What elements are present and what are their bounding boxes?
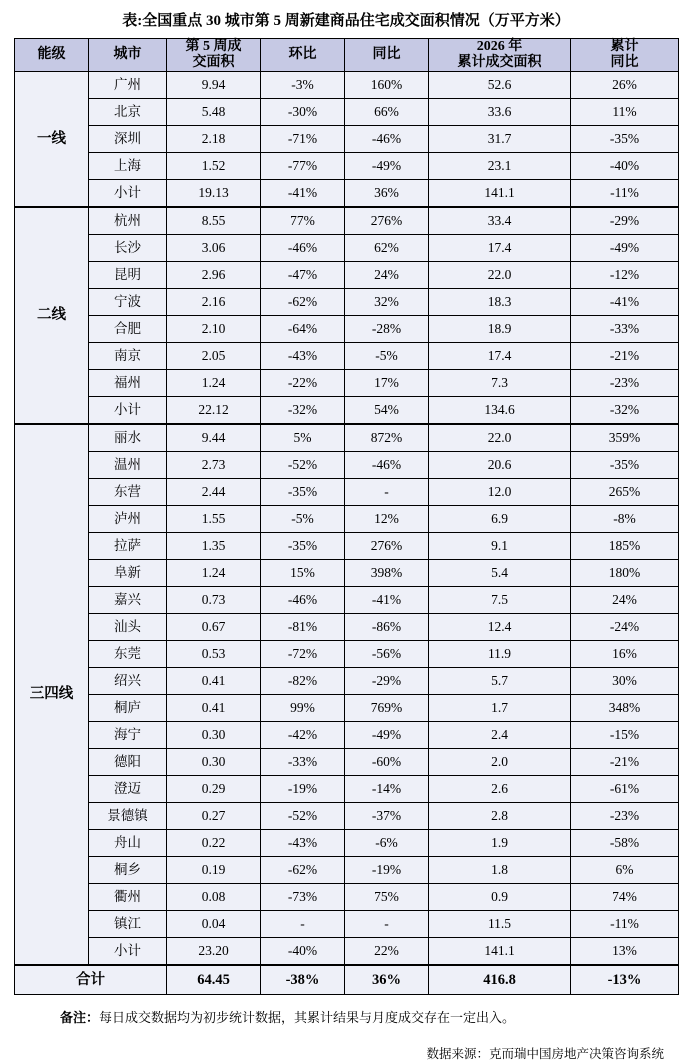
week-area: 0.73 bbox=[167, 587, 261, 614]
week-area: 22.12 bbox=[167, 397, 261, 425]
city-name: 小计 bbox=[89, 938, 167, 966]
week-area: 1.24 bbox=[167, 370, 261, 397]
cumulative-area: 1.9 bbox=[429, 830, 571, 857]
table-row bbox=[15, 614, 679, 641]
city-name: 拉萨 bbox=[89, 533, 167, 560]
cumulative-area: 22.0 bbox=[429, 424, 571, 452]
cumulative-area: 6.9 bbox=[429, 506, 571, 533]
week-area: 2.18 bbox=[167, 126, 261, 153]
table-note bbox=[14, 995, 678, 1026]
week-area: 2.05 bbox=[167, 343, 261, 370]
yoy-change: 276% bbox=[345, 533, 429, 560]
header-cum-line2: 累计成交面积 bbox=[457, 55, 542, 71]
cumulative-area: 52.6 bbox=[429, 72, 571, 99]
mom-change: -64% bbox=[261, 316, 345, 343]
city-name: 汕头 bbox=[89, 614, 167, 641]
week-area: 0.41 bbox=[167, 695, 261, 722]
mom-change: -62% bbox=[261, 857, 345, 884]
header-cum-line1: 2026 年 bbox=[476, 39, 523, 54]
mom-change: -43% bbox=[261, 343, 345, 370]
total-week-area: 64.45 bbox=[167, 965, 261, 995]
city-name: 泸州 bbox=[89, 506, 167, 533]
week-area: 0.08 bbox=[167, 884, 261, 911]
week-area: 2.96 bbox=[167, 262, 261, 289]
yoy-change: -49% bbox=[345, 153, 429, 180]
yoy-change: 75% bbox=[345, 884, 429, 911]
week-area: 1.35 bbox=[167, 533, 261, 560]
cumulative-area: 12.0 bbox=[429, 479, 571, 506]
table-body bbox=[15, 72, 679, 995]
cumulative-area: 11.5 bbox=[429, 911, 571, 938]
yoy-change: -14% bbox=[345, 776, 429, 803]
header-mom: 环比 bbox=[261, 39, 345, 72]
city-name: 舟山 bbox=[89, 830, 167, 857]
cumulative-area: 17.4 bbox=[429, 343, 571, 370]
cumulative-yoy: -21% bbox=[571, 343, 679, 370]
cumulative-area: 2.6 bbox=[429, 776, 571, 803]
mom-change: -73% bbox=[261, 884, 345, 911]
data-source: 数据来源：克而瑞中国房地产决策咨询系统 bbox=[426, 1047, 664, 1062]
yoy-change: 276% bbox=[345, 207, 429, 235]
cumulative-area: 22.0 bbox=[429, 262, 571, 289]
mom-change: -46% bbox=[261, 235, 345, 262]
week-area: 0.04 bbox=[167, 911, 261, 938]
cumulative-yoy: -8% bbox=[571, 506, 679, 533]
yoy-change: -5% bbox=[345, 343, 429, 370]
cumulative-yoy: -29% bbox=[571, 207, 679, 235]
cumulative-area: 0.9 bbox=[429, 884, 571, 911]
cumulative-area: 23.1 bbox=[429, 153, 571, 180]
cumulative-area: 18.9 bbox=[429, 316, 571, 343]
table-row bbox=[15, 424, 679, 452]
header-row bbox=[15, 39, 679, 72]
week-area: 0.30 bbox=[167, 749, 261, 776]
city-name: 深圳 bbox=[89, 126, 167, 153]
header-cumyoy-line1: 累计 bbox=[610, 39, 639, 54]
cumulative-yoy: -40% bbox=[571, 153, 679, 180]
mom-change: -33% bbox=[261, 749, 345, 776]
week-area: 5.48 bbox=[167, 99, 261, 126]
city-name: 长沙 bbox=[89, 235, 167, 262]
yoy-change: 160% bbox=[345, 72, 429, 99]
yoy-change: 36% bbox=[345, 180, 429, 208]
cumulative-yoy: -24% bbox=[571, 614, 679, 641]
total-cumulative-yoy: -13% bbox=[571, 965, 679, 995]
cumulative-yoy: 74% bbox=[571, 884, 679, 911]
yoy-change: -49% bbox=[345, 722, 429, 749]
mom-change: -82% bbox=[261, 668, 345, 695]
mom-change: -81% bbox=[261, 614, 345, 641]
mom-change: -22% bbox=[261, 370, 345, 397]
header-yoy: 同比 bbox=[345, 39, 429, 72]
cumulative-yoy: -61% bbox=[571, 776, 679, 803]
cumulative-yoy: 24% bbox=[571, 587, 679, 614]
table-row bbox=[15, 235, 679, 262]
mom-change: -77% bbox=[261, 153, 345, 180]
table-header bbox=[15, 39, 679, 72]
table-row bbox=[15, 749, 679, 776]
week-area: 2.73 bbox=[167, 452, 261, 479]
cumulative-area: 2.4 bbox=[429, 722, 571, 749]
yoy-change: -41% bbox=[345, 587, 429, 614]
city-name: 合肥 bbox=[89, 316, 167, 343]
mom-change: -43% bbox=[261, 830, 345, 857]
city-name: 东莞 bbox=[89, 641, 167, 668]
week-area: 9.44 bbox=[167, 424, 261, 452]
week-area: 1.24 bbox=[167, 560, 261, 587]
cumulative-yoy: 265% bbox=[571, 479, 679, 506]
header-week-area bbox=[167, 39, 261, 72]
cumulative-yoy: -11% bbox=[571, 911, 679, 938]
city-name: 东营 bbox=[89, 479, 167, 506]
week-area: 0.27 bbox=[167, 803, 261, 830]
city-name: 衢州 bbox=[89, 884, 167, 911]
yoy-change: - bbox=[345, 911, 429, 938]
table-row bbox=[15, 343, 679, 370]
yoy-change: 32% bbox=[345, 289, 429, 316]
table-row bbox=[15, 72, 679, 99]
cumulative-area: 17.4 bbox=[429, 235, 571, 262]
city-name: 上海 bbox=[89, 153, 167, 180]
cumulative-yoy: 16% bbox=[571, 641, 679, 668]
cumulative-area: 7.3 bbox=[429, 370, 571, 397]
header-cumulative-yoy bbox=[571, 39, 679, 72]
city-name: 桐乡 bbox=[89, 857, 167, 884]
city-name: 南京 bbox=[89, 343, 167, 370]
yoy-change: -60% bbox=[345, 749, 429, 776]
table-row-subtotal bbox=[15, 180, 679, 208]
cumulative-yoy: 6% bbox=[571, 857, 679, 884]
header-cumyoy-line2: 同比 bbox=[610, 55, 639, 71]
cumulative-yoy: 11% bbox=[571, 99, 679, 126]
week-area: 0.22 bbox=[167, 830, 261, 857]
week-area: 2.44 bbox=[167, 479, 261, 506]
header-tier: 能级 bbox=[15, 39, 89, 72]
mom-change: -47% bbox=[261, 262, 345, 289]
cumulative-yoy: -12% bbox=[571, 262, 679, 289]
mom-change: -30% bbox=[261, 99, 345, 126]
mom-change: 99% bbox=[261, 695, 345, 722]
city-name: 桐庐 bbox=[89, 695, 167, 722]
cumulative-yoy: 30% bbox=[571, 668, 679, 695]
yoy-change: 62% bbox=[345, 235, 429, 262]
week-area: 23.20 bbox=[167, 938, 261, 966]
table-row bbox=[15, 803, 679, 830]
cumulative-yoy: 180% bbox=[571, 560, 679, 587]
week-area: 1.52 bbox=[167, 153, 261, 180]
table-row bbox=[15, 533, 679, 560]
cumulative-yoy: -21% bbox=[571, 749, 679, 776]
cumulative-area: 12.4 bbox=[429, 614, 571, 641]
cumulative-area: 2.0 bbox=[429, 749, 571, 776]
cumulative-yoy: -23% bbox=[571, 370, 679, 397]
header-week-line1: 第 5 周成 bbox=[185, 39, 242, 54]
yoy-change: -37% bbox=[345, 803, 429, 830]
total-cumulative-area: 416.8 bbox=[429, 965, 571, 995]
mom-change: -62% bbox=[261, 289, 345, 316]
table-row bbox=[15, 668, 679, 695]
mom-change: -71% bbox=[261, 126, 345, 153]
cumulative-yoy: 185% bbox=[571, 533, 679, 560]
cumulative-yoy: 13% bbox=[571, 938, 679, 966]
city-name: 温州 bbox=[89, 452, 167, 479]
week-area: 2.10 bbox=[167, 316, 261, 343]
note-label: 备注： bbox=[60, 1010, 100, 1026]
yoy-change: 24% bbox=[345, 262, 429, 289]
table-row bbox=[15, 884, 679, 911]
city-name: 小计 bbox=[89, 180, 167, 208]
cumulative-area: 33.4 bbox=[429, 207, 571, 235]
yoy-change: -46% bbox=[345, 126, 429, 153]
table-row bbox=[15, 207, 679, 235]
city-name: 福州 bbox=[89, 370, 167, 397]
table-row bbox=[15, 830, 679, 857]
tier-label: 二线 bbox=[15, 207, 89, 424]
yoy-change: - bbox=[345, 479, 429, 506]
city-name: 澄迈 bbox=[89, 776, 167, 803]
header-cumulative-area bbox=[429, 39, 571, 72]
table-row-subtotal bbox=[15, 938, 679, 966]
week-area: 0.19 bbox=[167, 857, 261, 884]
mom-change: -19% bbox=[261, 776, 345, 803]
yoy-change: -29% bbox=[345, 668, 429, 695]
cumulative-yoy: -35% bbox=[571, 126, 679, 153]
table-row bbox=[15, 857, 679, 884]
table-row bbox=[15, 560, 679, 587]
city-name: 广州 bbox=[89, 72, 167, 99]
table-row bbox=[15, 262, 679, 289]
cumulative-area: 20.6 bbox=[429, 452, 571, 479]
cumulative-yoy: -32% bbox=[571, 397, 679, 425]
city-name: 海宁 bbox=[89, 722, 167, 749]
yoy-change: 769% bbox=[345, 695, 429, 722]
table-row bbox=[15, 695, 679, 722]
week-area: 0.41 bbox=[167, 668, 261, 695]
cumulative-yoy: -41% bbox=[571, 289, 679, 316]
table-row bbox=[15, 289, 679, 316]
city-name: 北京 bbox=[89, 99, 167, 126]
cumulative-yoy: -23% bbox=[571, 803, 679, 830]
week-area: 0.30 bbox=[167, 722, 261, 749]
table-row bbox=[15, 99, 679, 126]
yoy-change: -86% bbox=[345, 614, 429, 641]
city-name: 镇江 bbox=[89, 911, 167, 938]
city-name: 绍兴 bbox=[89, 668, 167, 695]
cumulative-yoy: -58% bbox=[571, 830, 679, 857]
yoy-change: 872% bbox=[345, 424, 429, 452]
cumulative-area: 7.5 bbox=[429, 587, 571, 614]
mom-change: -46% bbox=[261, 587, 345, 614]
table-row-subtotal bbox=[15, 397, 679, 425]
city-name: 宁波 bbox=[89, 289, 167, 316]
mom-change: -35% bbox=[261, 479, 345, 506]
cumulative-area: 33.6 bbox=[429, 99, 571, 126]
cumulative-yoy: 26% bbox=[571, 72, 679, 99]
week-area: 3.06 bbox=[167, 235, 261, 262]
cumulative-area: 5.4 bbox=[429, 560, 571, 587]
yoy-change: 54% bbox=[345, 397, 429, 425]
table-row bbox=[15, 911, 679, 938]
cumulative-area: 31.7 bbox=[429, 126, 571, 153]
mom-change: -52% bbox=[261, 452, 345, 479]
week-area: 0.53 bbox=[167, 641, 261, 668]
yoy-change: 17% bbox=[345, 370, 429, 397]
note-text: 每日成交数据均为初步统计数据，其累计结果与月度成交存在一定出入。 bbox=[99, 1010, 516, 1026]
cumulative-area: 18.3 bbox=[429, 289, 571, 316]
cumulative-area: 141.1 bbox=[429, 938, 571, 966]
table-row bbox=[15, 370, 679, 397]
mom-change: -40% bbox=[261, 938, 345, 966]
table-row bbox=[15, 452, 679, 479]
yoy-change: 398% bbox=[345, 560, 429, 587]
table-row bbox=[15, 506, 679, 533]
header-week-line2: 交面积 bbox=[192, 55, 235, 71]
cumulative-yoy: 359% bbox=[571, 424, 679, 452]
tier-label: 一线 bbox=[15, 72, 89, 208]
header-city: 城市 bbox=[89, 39, 167, 72]
cumulative-yoy: -35% bbox=[571, 452, 679, 479]
week-area: 0.29 bbox=[167, 776, 261, 803]
cumulative-yoy: -11% bbox=[571, 180, 679, 208]
cumulative-area: 5.7 bbox=[429, 668, 571, 695]
cumulative-area: 2.8 bbox=[429, 803, 571, 830]
week-area: 9.94 bbox=[167, 72, 261, 99]
mom-change: 5% bbox=[261, 424, 345, 452]
cumulative-yoy: -15% bbox=[571, 722, 679, 749]
week-area: 2.16 bbox=[167, 289, 261, 316]
yoy-change: 66% bbox=[345, 99, 429, 126]
cumulative-area: 1.8 bbox=[429, 857, 571, 884]
mom-change: -52% bbox=[261, 803, 345, 830]
yoy-change: -56% bbox=[345, 641, 429, 668]
cumulative-yoy: -33% bbox=[571, 316, 679, 343]
housing-transaction-table bbox=[14, 38, 679, 995]
city-name: 阜新 bbox=[89, 560, 167, 587]
table-row-total bbox=[15, 965, 679, 995]
mom-change: -32% bbox=[261, 397, 345, 425]
cumulative-yoy: 348% bbox=[571, 695, 679, 722]
table-row bbox=[15, 153, 679, 180]
week-area: 1.55 bbox=[167, 506, 261, 533]
city-name: 景德镇 bbox=[89, 803, 167, 830]
total-mom: -38% bbox=[261, 965, 345, 995]
table-row bbox=[15, 722, 679, 749]
mom-change: 77% bbox=[261, 207, 345, 235]
mom-change: -72% bbox=[261, 641, 345, 668]
cumulative-area: 11.9 bbox=[429, 641, 571, 668]
city-name: 嘉兴 bbox=[89, 587, 167, 614]
cumulative-area: 134.6 bbox=[429, 397, 571, 425]
cumulative-area: 141.1 bbox=[429, 180, 571, 208]
yoy-change: -6% bbox=[345, 830, 429, 857]
tier-label: 三四线 bbox=[15, 424, 89, 965]
table-title: 表:全国重点 30 城市第 5 周新建商品住宅成交面积情况（万平方米） bbox=[122, 13, 570, 29]
mom-change: -42% bbox=[261, 722, 345, 749]
mom-change: -41% bbox=[261, 180, 345, 208]
week-area: 0.67 bbox=[167, 614, 261, 641]
total-yoy: 36% bbox=[345, 965, 429, 995]
table-row bbox=[15, 776, 679, 803]
yoy-change: 12% bbox=[345, 506, 429, 533]
table-row bbox=[15, 641, 679, 668]
cumulative-area: 1.7 bbox=[429, 695, 571, 722]
city-name: 小计 bbox=[89, 397, 167, 425]
yoy-change: -28% bbox=[345, 316, 429, 343]
city-name: 德阳 bbox=[89, 749, 167, 776]
cumulative-yoy: -49% bbox=[571, 235, 679, 262]
mom-change: 15% bbox=[261, 560, 345, 587]
yoy-change: -46% bbox=[345, 452, 429, 479]
week-area: 19.13 bbox=[167, 180, 261, 208]
cumulative-area: 9.1 bbox=[429, 533, 571, 560]
city-name: 丽水 bbox=[89, 424, 167, 452]
table-row bbox=[15, 479, 679, 506]
mom-change: -35% bbox=[261, 533, 345, 560]
mom-change: -5% bbox=[261, 506, 345, 533]
table-row bbox=[15, 126, 679, 153]
mom-change: -3% bbox=[261, 72, 345, 99]
week-area: 8.55 bbox=[167, 207, 261, 235]
yoy-change: 22% bbox=[345, 938, 429, 966]
total-label: 合计 bbox=[15, 965, 167, 995]
table-row bbox=[15, 587, 679, 614]
table-row bbox=[15, 316, 679, 343]
yoy-change: -19% bbox=[345, 857, 429, 884]
mom-change: - bbox=[261, 911, 345, 938]
city-name: 杭州 bbox=[89, 207, 167, 235]
city-name: 昆明 bbox=[89, 262, 167, 289]
